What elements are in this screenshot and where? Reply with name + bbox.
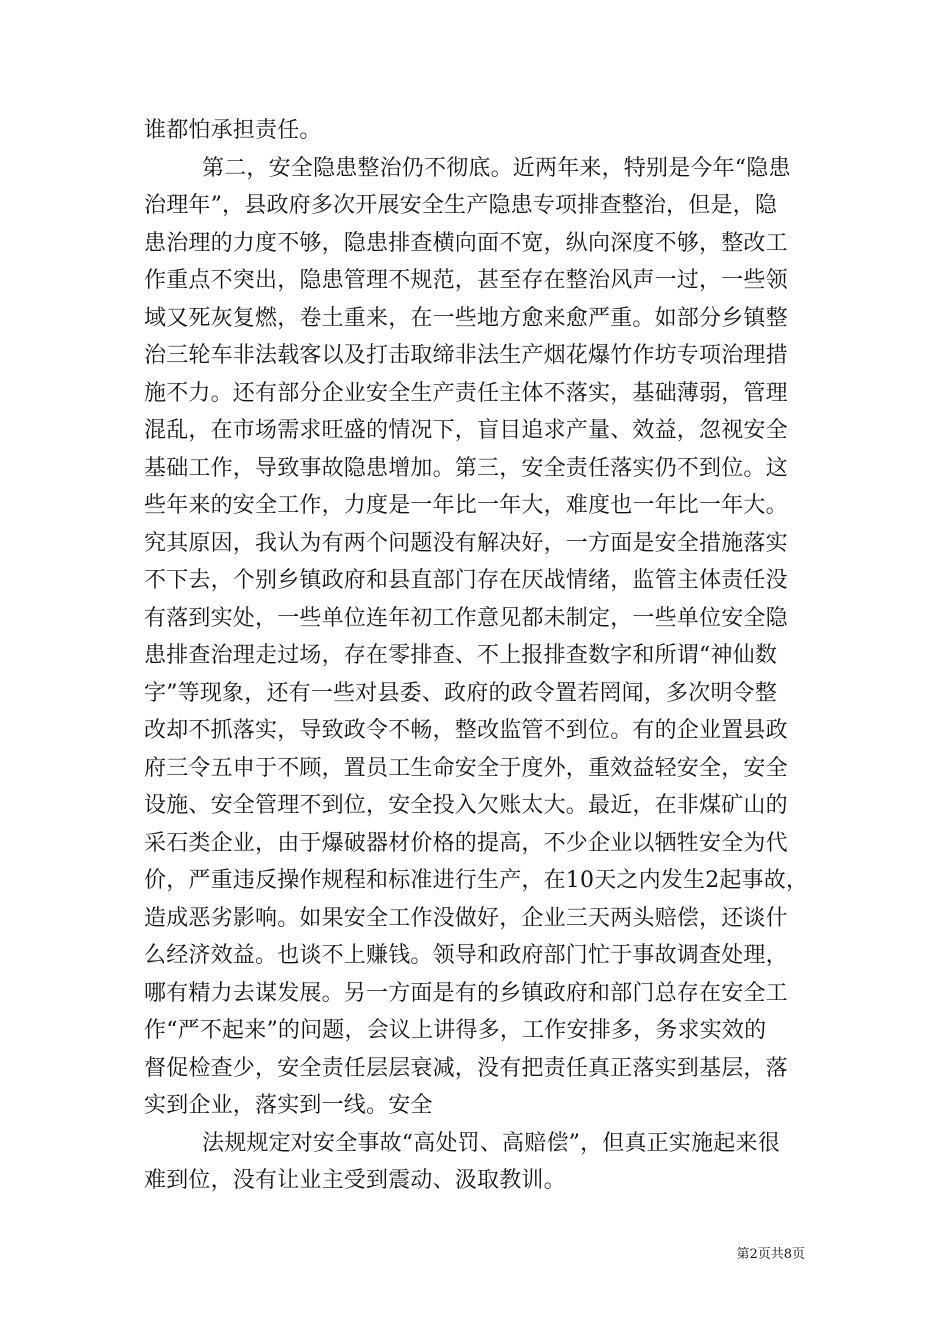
text-line: 价，严重违反操作规程和标准进行生产，在10天之内发生2起事故， [144, 868, 809, 893]
text-line: 有落到实处，一些单位连年初工作意见都未制定，一些单位安全隐 [144, 605, 788, 631]
text-line: 患排查治理走过场，存在零排查、不上报排查数字和所谓“神仙数 [144, 643, 778, 668]
text-line: 治理年”，县政府多次开展安全生产隐患专项排查整治，但是，隐 [144, 193, 778, 218]
text-line: 作重点不突出，隐患管理不规范，甚至存在整治风声一过，一些领 [144, 268, 788, 293]
text-line: 第二，安全隐患整治仍不彻底。近两年来，特别是今年“隐患 [202, 155, 791, 181]
text-line: 字”等现象，还有一些对县委、政府的政令置若罔闻，多次明令整 [144, 680, 778, 706]
text-line: 患治理的力度不够，隐患排查横向面不宽，纵向深度不够，整改工 [144, 230, 788, 256]
page-number: 第2页共8页 [736, 1247, 805, 1262]
text-line: 作“严不起来”的问题，会议上讲得多，工作安排多，务求实效的 [144, 1018, 767, 1043]
text-line: 域又死灰复燃，卷土重来，在一些地方愈来愈严重。如部分乡镇整 [144, 305, 788, 331]
text-line: 府三令五申于不顾，置员工生命安全于度外，重效益轻安全，安全 [144, 755, 788, 781]
text-line: 哪有精力去谋发展。另一方面是有的乡镇政府和部门总存在安全工 [144, 980, 788, 1006]
text-line: 混乱，在市场需求旺盛的情况下，盲目追求产量、效益，忽视安全 [144, 418, 788, 443]
text-line: 难到位，没有让业主受到震动、汲取教训。 [144, 1168, 566, 1193]
text-line: 些年来的安全工作，力度是一年比一年大，难度也一年比一年大。 [144, 493, 788, 518]
text-line: 么经济效益。也谈不上赚钱。领导和政府部门忙于事故调查处理， [144, 943, 788, 968]
text-line: 究其原因，我认为有两个问题没有解决好，一方面是安全措施落实 [144, 530, 788, 556]
text-line: 施不力。还有部分企业安全生产责任主体不落实，基础薄弱，管理 [144, 380, 788, 406]
text-line: 不下去，个别乡镇政府和县直部门存在厌战情绪，监管主体责任没 [144, 568, 788, 593]
text-line: 督促检查少，安全责任层层衰减，没有把责任真正落实到基层，落 [144, 1055, 788, 1081]
text-line: 设施、安全管理不到位，安全投入欠账太大。最近，在非煤矿山的 [144, 793, 788, 818]
text-line: 造成恶劣影响。如果安全工作没做好，企业三天两头赔偿，还谈什 [144, 905, 788, 931]
body-text [144, 112, 814, 1200]
text-line: 采石类企业，由于爆破器材价格的提高，不少企业以牺牲安全为代 [144, 830, 788, 856]
text-line: 治三轮车非法载客以及打击取缔非法生产烟花爆竹作坊专项治理措 [144, 343, 788, 368]
text-line: 法规规定对安全事故“高处罚、高赔偿”，但真正实施起来很 [202, 1130, 780, 1156]
text-line: 基础工作，导致事故隐患增加。第三，安全责任落实仍不到位。这 [144, 455, 788, 481]
text-line: 谁都怕承担责任。 [144, 118, 322, 143]
text-line: 改却不抓落实，导致政令不畅，整改监管不到位。有的企业置县政 [144, 718, 788, 743]
text-line: 实到企业，落实到一线。安全 [144, 1093, 433, 1118]
